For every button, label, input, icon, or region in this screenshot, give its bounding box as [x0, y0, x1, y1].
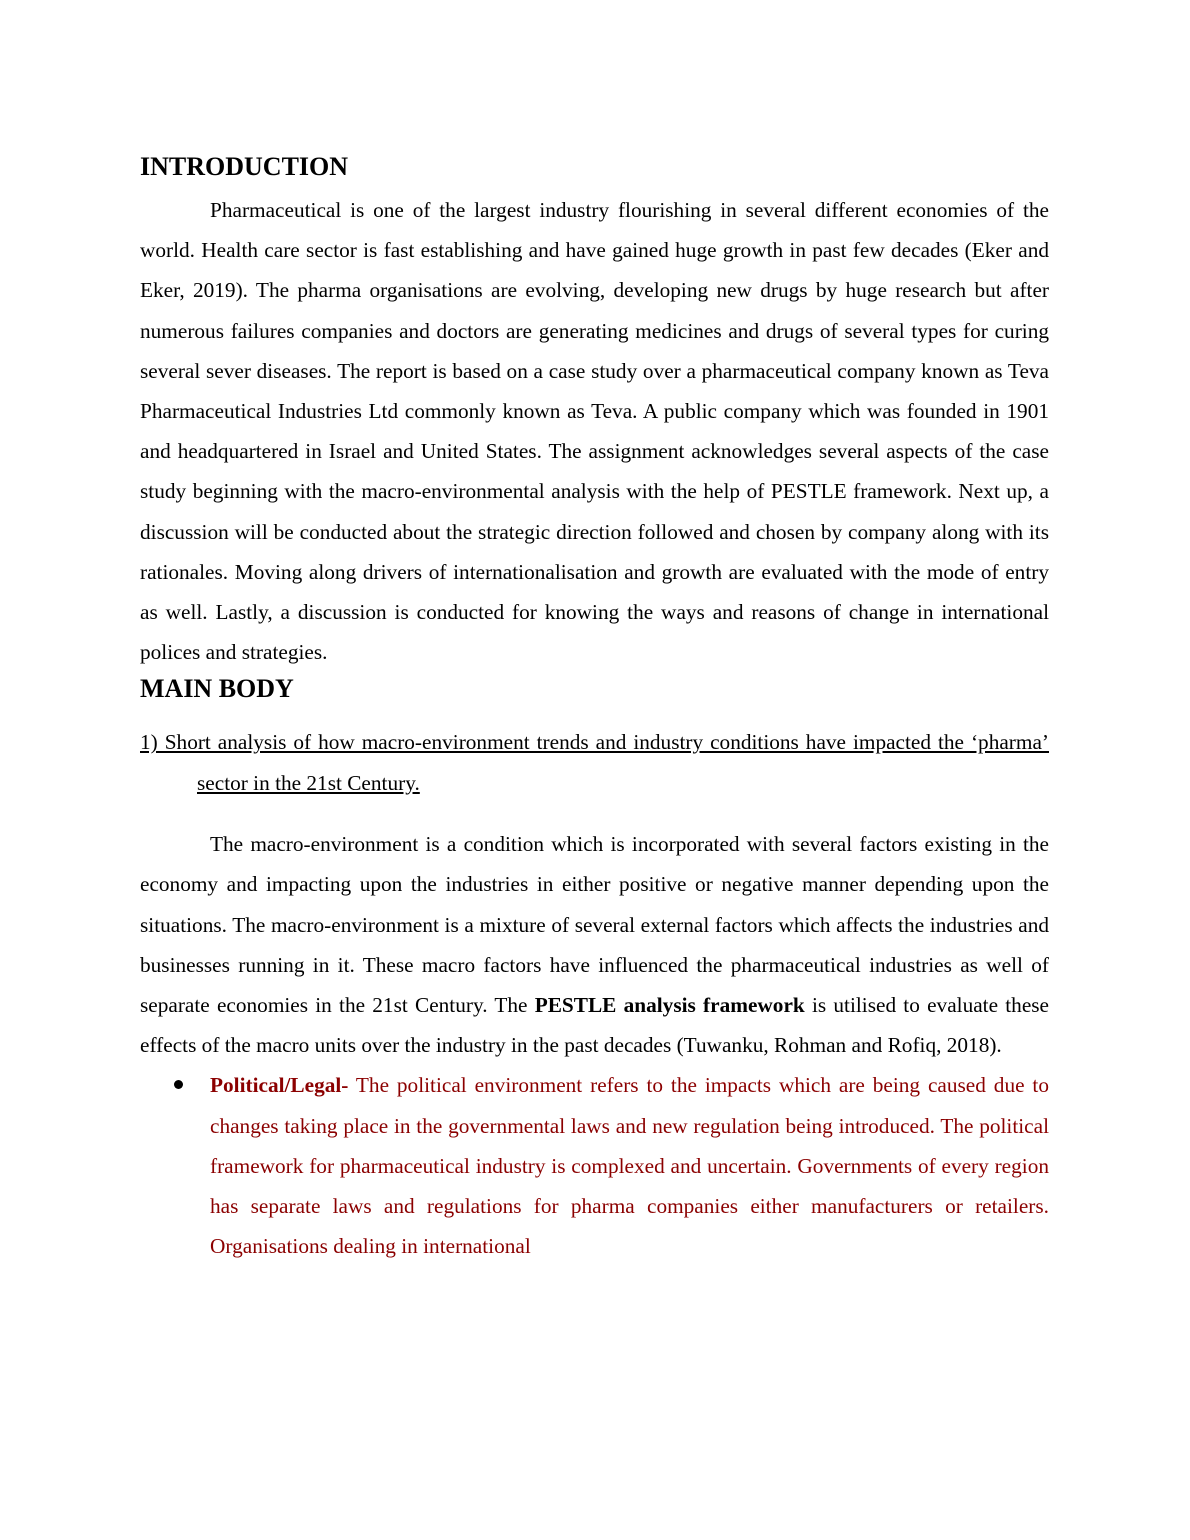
question-1-heading: 1) Short analysis of how macro-environment trends and industry conditions have impacted the ‘pharma’ sector in the 21st Century. [140, 730, 1049, 795]
pestle-bullet-list [140, 1065, 1049, 1266]
bullet-dot-icon [174, 1080, 183, 1089]
document-page [140, 150, 1049, 1266]
macro-paragraph-text-1: The macro-environment is a condition which is incorporated with several factors existing in the economy and impacting upon the industries in either positive or negative manner depending upon the situations. The macro-environment is a mixture of several external factors which affects the industries and businesses running in it. These macro factors have influenced the pharmaceutical industries as well of separate economies in the 21st Century. The [140, 832, 1049, 1017]
introduction-paragraph: Pharmaceutical is one of the largest industry flourishing in several different economies of the world. Health care sector is fast establishing and have gained huge growth in past few decades (Eker and Eker, 2019). The pharma organisations are evolving, developing new drugs by huge research but after numerous failures companies and doctors are generating medicines and drugs of several types for curing several sever diseases. The report is based on a case study over a pharmaceutical company known as Teva Pharmaceutical Industries Ltd commonly known as Teva. A public company which was founded in 1901 and headquartered in Israel and United States. The assignment acknowledges several aspects of the case study beginning with the macro-environmental analysis with the help of PESTLE framework. Next up, a discussion will be conducted about the strategic direction followed and chosen by company along with its rationales. Moving along drivers of internationalisation and growth are evaluated with the mode of entry as well. Lastly, a discussion is conducted for knowing the ways and reasons of change in international polices and strategies. [140, 198, 1049, 665]
bullet-text: The political environment refers to the impacts which are being caused due to changes taking place in the governmental laws and new regulation being introduced. The political framework for pharmaceutical industry is complexed and uncertain. Governments of every region has separate laws and regulations for pharma companies either manufacturers or retailers. Organisations dealing in international [210, 1073, 1049, 1259]
macro-paragraph-text-2: is utilised to evaluate these effects of the macro units over the industry in the past decades (Tuwanku, Rohman and Rofiq, 2018). [140, 992, 1050, 1058]
introduction-heading: INTRODUCTION [140, 152, 349, 181]
bullet-title: Political/Legal- [210, 1073, 349, 1098]
pestle-framework-bold: PESTLE analysis framework [534, 992, 805, 1017]
bullet-political-legal [140, 1065, 1049, 1266]
main-body-heading: MAIN BODY [140, 674, 294, 704]
macro-environment-paragraph [140, 824, 1049, 1065]
